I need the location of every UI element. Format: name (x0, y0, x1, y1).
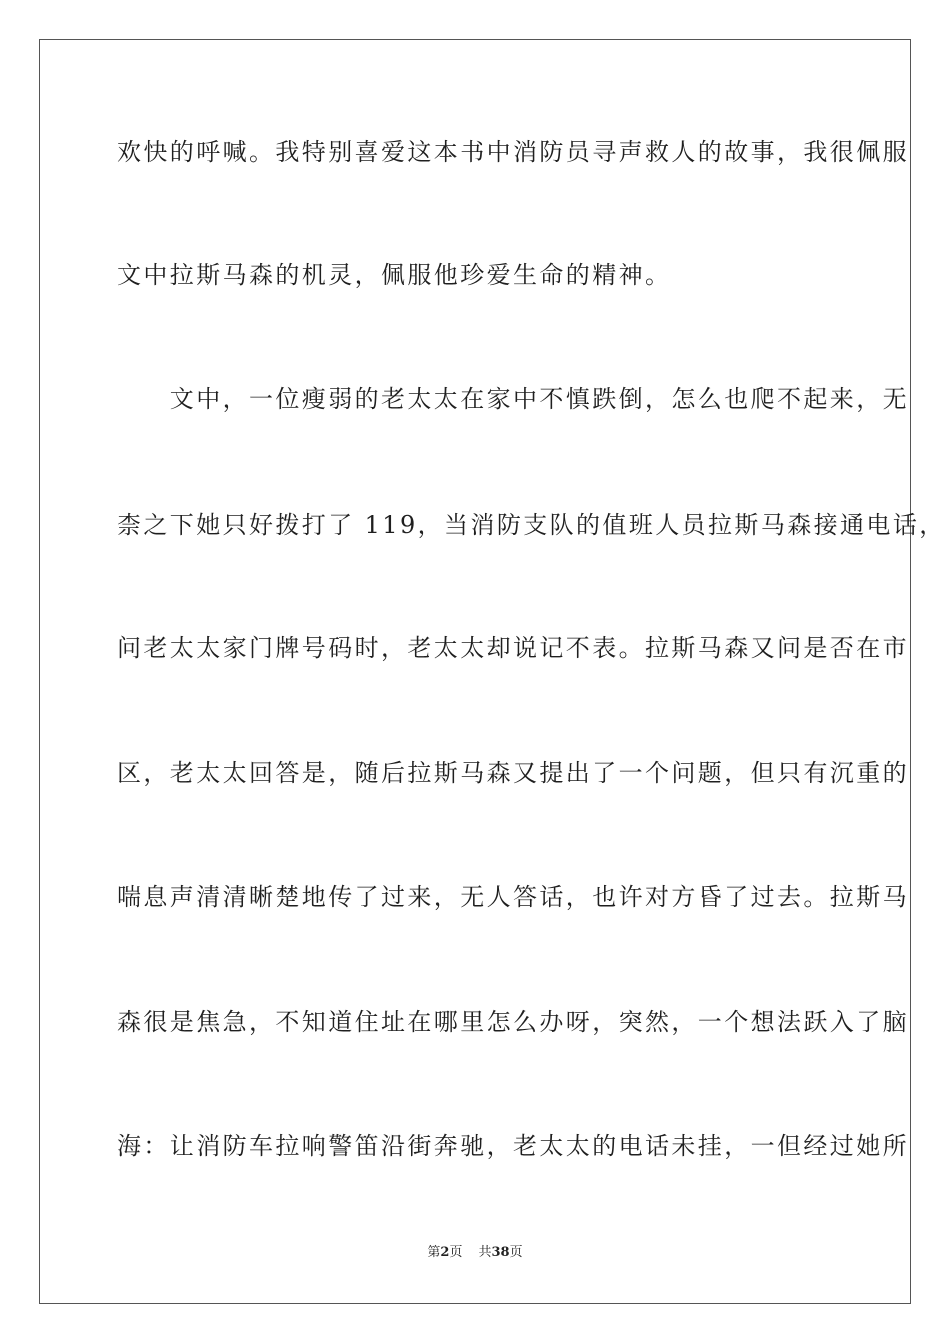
page-border (39, 39, 946, 1304)
total-suffix: 页 (509, 1245, 523, 1260)
text-line-1: 欢快的呼喊。我特别喜爱这本书中消防员寻声救人的故事，我很佩服 (117, 138, 909, 166)
page-suffix: 页 (449, 1245, 463, 1260)
text-line-9: 海：让消防车拉响警笛沿街奔驰，老太太的电话未挂，一但经过她所 (117, 1132, 909, 1160)
text-line-4: 柰之下她只好拨打了 119，当消防支队的值班人员拉斯马森接通电话， (117, 511, 946, 539)
total-prefix: 共 (478, 1245, 492, 1260)
page-footer (0, 1244, 950, 1262)
text-line-6: 区，老太太回答是，随后拉斯马森又提出了一个问题，但只有沉重的 (117, 759, 909, 787)
text-line-8: 森很是焦急，不知道住址在哪里怎么办呀，突然，一个想法跃入了脑 (117, 1008, 909, 1036)
text-line-3: 文中，一位瘦弱的老太太在家中不慎跌倒，怎么也爬不起来，无 (117, 385, 909, 413)
page-number: 2 (440, 1245, 450, 1260)
text-line-5: 问老太太家门牌号码时，老太太却说记不表。拉斯马森又问是否在市 (117, 634, 909, 662)
page-prefix: 第 (427, 1245, 441, 1260)
text-line-7: 喘息声清清晰楚地传了过来，无人答话，也许对方昏了过去。拉斯马 (117, 883, 909, 911)
text-line-2: 文中拉斯马森的机灵，佩服他珍爱生命的精神。 (117, 261, 672, 289)
total-pages: 38 (491, 1245, 510, 1260)
